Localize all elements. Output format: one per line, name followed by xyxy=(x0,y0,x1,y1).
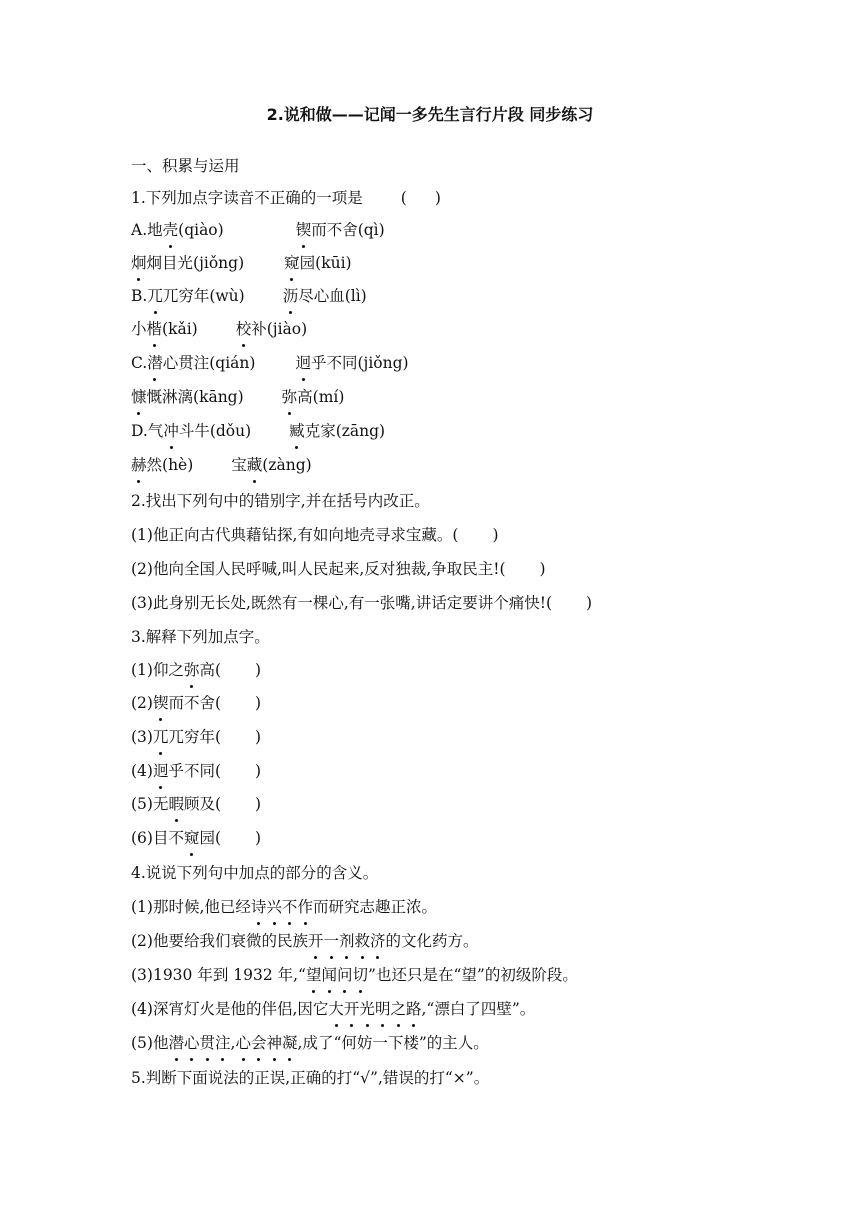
dotted-character: 注 xyxy=(215,1034,231,1052)
line-text: (5)无 xyxy=(131,795,169,813)
text-line xyxy=(131,760,261,782)
dotted-character: 心 xyxy=(183,1034,200,1052)
dotted-character: 冲 xyxy=(163,422,179,440)
text-line xyxy=(131,285,367,307)
line-text: (4) xyxy=(131,762,153,780)
dotted-character: 作 xyxy=(297,898,313,916)
text-line xyxy=(131,187,441,209)
dotted-character: 锲 xyxy=(152,694,169,712)
dotted-character: 大 xyxy=(328,1000,344,1018)
line-text: ,“漂白了四壁”。 xyxy=(421,1000,536,1018)
text-line xyxy=(131,318,307,340)
line-text: (1)那时候,他已经 xyxy=(131,898,251,916)
line-text: (3)此身别无长处,既然有一棵心,有一张嘴,讲话定要讲个痛快!( xyxy=(131,594,553,612)
line-text: 高( xyxy=(199,661,222,679)
text-line xyxy=(131,827,261,849)
line-text: 园(kūi) xyxy=(299,254,352,272)
line-text: 一、积累与运用 xyxy=(131,157,240,175)
line-text: 然(hè) xyxy=(146,456,194,474)
dotted-character: 救 xyxy=(354,932,371,950)
dotted-character: 兀 xyxy=(147,287,163,305)
line-text: (5)他 xyxy=(131,1034,169,1052)
line-text: 慨淋漓(kāng) xyxy=(146,388,244,406)
dotted-character: 潜 xyxy=(168,1034,184,1052)
dotted-character: 济 xyxy=(370,932,386,950)
dotted-character: 心 xyxy=(235,1034,251,1052)
dotted-character: 贯 xyxy=(199,1034,216,1052)
line-text: , xyxy=(230,1034,236,1052)
line-text: ( xyxy=(400,189,407,207)
line-text: 乎不同( xyxy=(168,762,222,780)
dotted-character: 路 xyxy=(405,1000,422,1018)
line-text: ) xyxy=(586,594,593,612)
line-text: 而不舍(qì) xyxy=(311,221,385,239)
line-text: (1)他正向古代典藉钻探,有如向地壳寻求宝藏。( xyxy=(131,526,459,544)
dotted-character: 楷 xyxy=(146,320,163,338)
line-text: 3.解释下列加点字。 xyxy=(131,628,270,646)
line-text: ) xyxy=(539,560,546,578)
text-line xyxy=(131,454,312,476)
dotted-character: 弥 xyxy=(183,661,200,679)
line-text: 5.判断下面说法的正误,正确的打“√”,错误的打“×”。 xyxy=(131,1069,490,1087)
text-line xyxy=(131,692,261,714)
line-text: (1)仰之 xyxy=(131,661,184,679)
dotted-character: 神 xyxy=(266,1034,283,1052)
line-text: 的文化药方。 xyxy=(385,932,479,950)
line-text: 顾及( xyxy=(183,795,222,813)
line-text: ) xyxy=(255,728,262,746)
line-text: (2)他要给我们衰微的民族 xyxy=(131,932,308,950)
line-text: 兀穷年( xyxy=(168,728,222,746)
line-text: (4)深宵灯火是他的伴侣,因它 xyxy=(131,1000,329,1018)
text-line xyxy=(131,1067,489,1089)
line-text: B. xyxy=(131,287,148,305)
dotted-character: 兀 xyxy=(152,728,169,746)
line-text: 补(jiào) xyxy=(251,320,308,338)
line-text: (qiào) xyxy=(178,221,224,239)
text-line xyxy=(131,1032,489,1054)
text-line xyxy=(131,490,430,512)
dotted-character: 校 xyxy=(235,320,252,338)
line-text: ) xyxy=(255,829,262,847)
dotted-character: 壳 xyxy=(162,221,179,239)
dotted-character: 弥 xyxy=(281,388,298,406)
page-title: 2.说和做——记闻一多先生言行片段 同步练习 xyxy=(266,105,594,124)
line-text: 克家(zāng) xyxy=(304,422,386,440)
dotted-character: 慷 xyxy=(131,388,147,406)
line-text: 而研究志趣正浓。 xyxy=(312,898,437,916)
text-line xyxy=(131,592,592,614)
line-text: (2) xyxy=(131,694,153,712)
text-line xyxy=(131,930,479,952)
line-text: C. xyxy=(131,354,148,372)
dotted-character: 开 xyxy=(343,1000,360,1018)
dotted-character: 闻 xyxy=(321,966,338,984)
text-line xyxy=(131,420,385,442)
dotted-character: 藏 xyxy=(246,456,263,474)
text-line xyxy=(131,659,261,681)
line-text: D.气 xyxy=(131,422,164,440)
dotted-character: 一 xyxy=(323,932,339,950)
line-text: 4.说说下列句中加点的部分的含义。 xyxy=(131,864,379,882)
dotted-character: 暇 xyxy=(168,795,184,813)
line-text: ”也还只是在“望”的初级阶段。 xyxy=(368,966,578,984)
text-line xyxy=(131,352,409,374)
dotted-character: 明 xyxy=(374,1000,391,1018)
text-line xyxy=(131,558,546,580)
line-text: ,成了“何妨一下楼”的主人。 xyxy=(297,1034,489,1052)
line-text: 高(mí) xyxy=(297,388,345,406)
dotted-character: 臧 xyxy=(289,422,305,440)
line-text: ) xyxy=(255,762,262,780)
dotted-character: 沥 xyxy=(282,287,299,305)
line-text: 斗牛(dǒu) xyxy=(178,422,252,440)
text-line xyxy=(131,964,578,986)
text-line xyxy=(131,252,352,274)
line-text: 园( xyxy=(199,829,222,847)
dotted-character: 迥 xyxy=(152,762,169,780)
dotted-character: 炯 xyxy=(131,254,147,272)
line-text: 尽心血(lì) xyxy=(298,287,367,305)
line-text: ) xyxy=(492,526,499,544)
line-text: (zàng) xyxy=(262,456,312,474)
dotted-character: 问 xyxy=(337,966,353,984)
line-text: 2.找出下列句中的错别字,并在括号内改正。 xyxy=(131,492,430,510)
dotted-character: 切 xyxy=(352,966,369,984)
dotted-character: 开 xyxy=(307,932,324,950)
line-text: ) xyxy=(434,189,441,207)
line-text: ) xyxy=(255,795,262,813)
dotted-character: 赫 xyxy=(131,456,147,474)
line-text: 而不舍( xyxy=(168,694,222,712)
text-line xyxy=(131,155,240,177)
line-text: ) xyxy=(255,694,262,712)
text-line xyxy=(131,626,270,648)
line-text: 兀穷年(wù) xyxy=(162,287,245,305)
line-text: (3) xyxy=(131,728,153,746)
dotted-character: 凝 xyxy=(282,1034,298,1052)
line-text: 1.下列加点字读音不正确的一项是 xyxy=(131,189,363,207)
line-text: A.地 xyxy=(131,221,163,239)
dotted-character: 潜 xyxy=(147,354,163,372)
dotted-character: 迥 xyxy=(295,354,311,372)
line-text: ) xyxy=(255,661,262,679)
text-line xyxy=(131,998,535,1020)
line-text: 炯目光(jiǒng) xyxy=(146,254,245,272)
line-text: 小 xyxy=(131,320,147,338)
text-line xyxy=(131,862,378,884)
dotted-character: 会 xyxy=(250,1034,267,1052)
line-text: 宝 xyxy=(231,456,247,474)
line-text: 心贯注(qián) xyxy=(162,354,256,372)
dotted-character: 窥 xyxy=(284,254,300,272)
text-line xyxy=(131,524,499,546)
line-text: (kǎi) xyxy=(162,320,198,338)
line-text: (3)1930 年到 1932 年,“ xyxy=(131,966,306,984)
dotted-character: 兴 xyxy=(266,898,282,916)
line-text: (2)他向全国人民呼喊,叫人民起来,反对独裁,争取民主!( xyxy=(131,560,506,578)
text-line xyxy=(131,793,261,815)
dotted-character: 剂 xyxy=(339,932,355,950)
text-line xyxy=(131,386,344,408)
dotted-character: 望 xyxy=(305,966,322,984)
line-text: (6)目不 xyxy=(131,829,184,847)
line-text: 乎不同(jiǒng) xyxy=(310,354,409,372)
dotted-character: 光 xyxy=(359,1000,375,1018)
text-line xyxy=(131,896,437,918)
dotted-character: 诗 xyxy=(250,898,267,916)
text-line xyxy=(131,219,385,241)
dotted-character: 不 xyxy=(281,898,298,916)
text-line xyxy=(131,726,261,748)
dotted-character: 锲 xyxy=(295,221,312,239)
dotted-character: 窥 xyxy=(183,829,200,847)
dotted-character: 之 xyxy=(390,1000,406,1018)
